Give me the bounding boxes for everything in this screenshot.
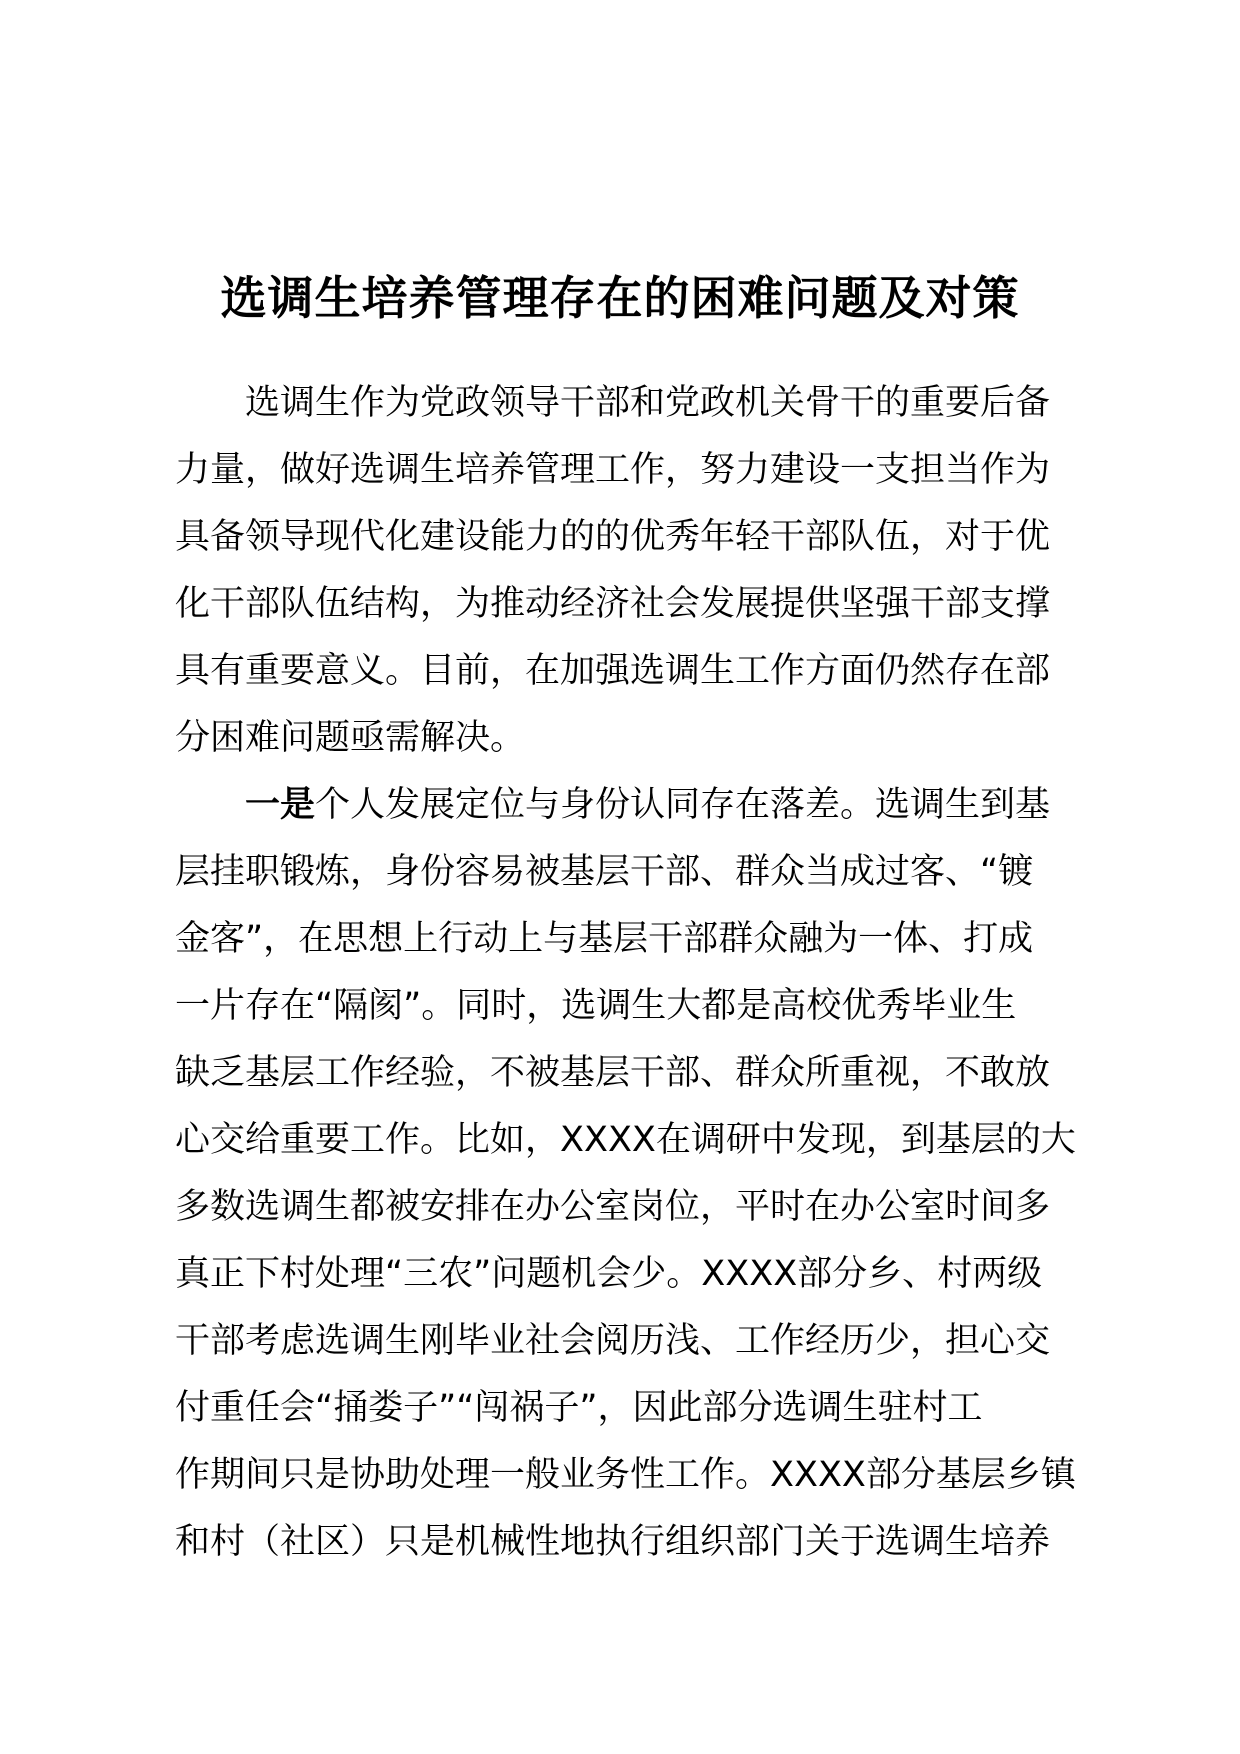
text-line: 具备领导现代化建设能力的的优秀年轻干部队伍，对于优 xyxy=(175,517,1051,557)
text-line: 作期间只是协助处理一般业务性工作。XXXX部分基层乡镇 xyxy=(175,1455,1076,1495)
text-line: 和村（社区）只是机械性地执行组织部门关于选调生培养 xyxy=(175,1522,1051,1562)
document-title: 选调生培养管理存在的困难问题及对策 xyxy=(220,271,1020,325)
paragraph-intro xyxy=(175,370,1105,772)
text-line: 付重任会“捅娄子”“闯祸子”，因此部分选调生驻村工 xyxy=(175,1388,983,1428)
text-line: 分困难问题亟需解决。 xyxy=(175,718,526,758)
text-line-with-lead xyxy=(175,772,1105,839)
text-line: 选调生作为党政领导干部和党政机关骨干的重要后备 xyxy=(245,383,1051,423)
text-line: 金客”，在思想上行动上与基层干部群众融为一体、打成 xyxy=(175,919,1034,959)
paragraph-point-one xyxy=(175,772,1105,1576)
text-line-rest: 个人发展定位与身份认同存在落差。选调生到基 xyxy=(315,785,1051,825)
document-body xyxy=(175,370,1105,1576)
text-line: 具有重要意义。目前，在加强选调生工作方面仍然存在部 xyxy=(175,651,1051,691)
text-line: 多数选调生都被安排在办公室岗位，平时在办公室时间多 xyxy=(175,1187,1051,1227)
text-line: 层挂职锻炼，身份容易被基层干部、群众当成过客、“镀 xyxy=(175,852,1034,892)
text-line: 一片存在“隔阂”。同时，选调生大都是高校优秀毕业生 xyxy=(175,986,1017,1026)
text-line: 干部考虑选调生刚毕业社会阅历浅、工作经历少，担心交 xyxy=(175,1321,1051,1361)
text-line: 缺乏基层工作经验，不被基层干部、群众所重视，不敢放 xyxy=(175,1053,1051,1093)
text-line: 化干部队伍结构，为推动经济社会发展提供坚强干部支撑 xyxy=(175,584,1051,624)
text-line: 真正下村处理“三农”问题机会少。XXXX部分乡、村两级 xyxy=(175,1254,1043,1294)
text-line: 心交给重要工作。比如，XXXX在调研中发现，到基层的大 xyxy=(175,1120,1076,1160)
paragraph-lead-label: 一是 xyxy=(245,785,316,825)
text-line: 力量，做好选调生培养管理工作，努力建设一支担当作为 xyxy=(175,450,1051,490)
